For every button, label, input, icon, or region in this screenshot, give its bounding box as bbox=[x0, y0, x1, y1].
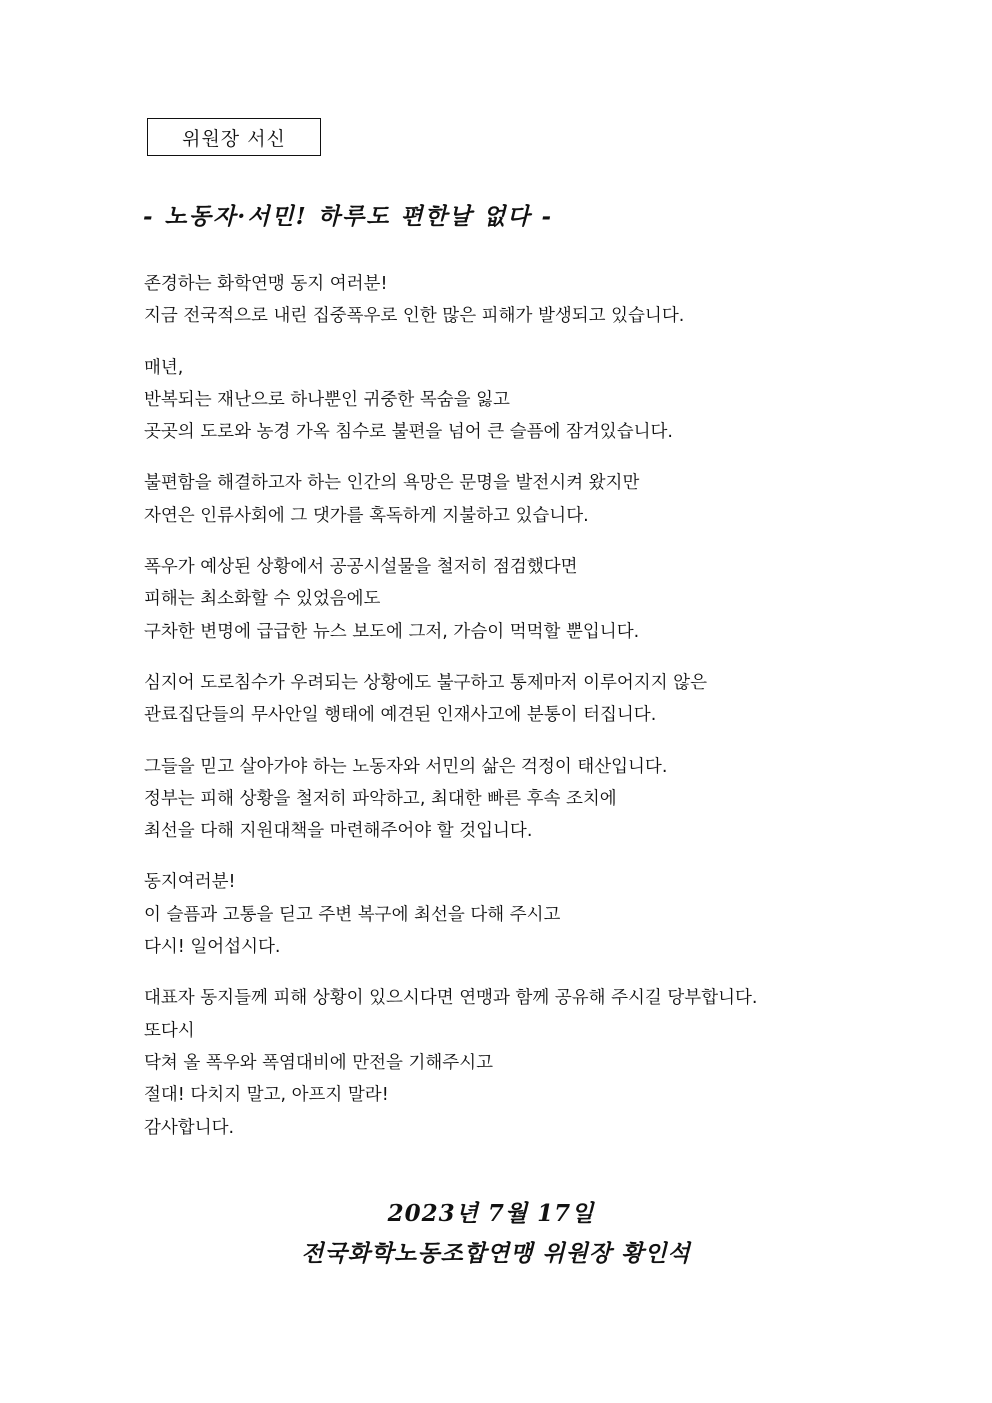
headline: - 노동자·서민! 하루도 편한날 없다 - bbox=[143, 203, 554, 230]
letter-body bbox=[144, 268, 864, 1163]
text-line: 동지여러분! bbox=[144, 872, 236, 893]
text-line: 대표자 동지들께 피해 상황이 있으시다면 연맹과 함께 공유해 주시길 당부합니다. bbox=[144, 988, 758, 1009]
signer-name: 전국화학노동조합연맹 위원장 황인석 bbox=[301, 1240, 691, 1267]
text-line: 피해는 최소화할 수 있었음에도 bbox=[144, 589, 381, 610]
text-line: 심지어 도로침수가 우려되는 상황에도 불구하고 통제마저 이루어지지 않은 bbox=[144, 672, 707, 693]
paragraph bbox=[144, 467, 864, 532]
paragraph bbox=[144, 551, 864, 648]
signature-block bbox=[0, 1196, 992, 1272]
text-line: 그들을 믿고 살아가야 하는 노동자와 서민의 삶은 걱정이 태산입니다. bbox=[144, 756, 668, 777]
text-line: 불편함을 해결하고자 하는 인간의 욕망은 문명을 발전시켜 왔지만 bbox=[144, 473, 640, 494]
text-line: 닥쳐 올 폭우와 폭염대비에 만전을 기해주시고 bbox=[144, 1052, 494, 1073]
document-label: 위원장 서신 bbox=[182, 127, 286, 150]
paragraph bbox=[144, 866, 864, 963]
text-line: 곳곳의 도로와 농경 가옥 침수로 불편을 넘어 큰 슬픔에 잠겨있습니다. bbox=[144, 422, 673, 443]
text-line: 또다시 bbox=[144, 1020, 195, 1041]
text-line: 폭우가 예상된 상황에서 공공시설물을 철저히 점검했다면 bbox=[144, 557, 578, 578]
text-line: 최선을 다해 지원대책을 마련해주어야 할 것입니다. bbox=[144, 821, 533, 842]
text-line: 이 슬픔과 고통을 딛고 주변 복구에 최선을 다해 주시고 bbox=[144, 904, 561, 925]
text-line: 매년, bbox=[144, 357, 184, 378]
text-line: 존경하는 화학연맹 동지 여러분! bbox=[144, 274, 388, 294]
letter-date: 2023년 7월 17일 bbox=[387, 1200, 595, 1227]
text-line: 절대! 다치지 말고, 아프지 말라! bbox=[144, 1085, 389, 1106]
paragraph bbox=[144, 352, 864, 449]
paragraph bbox=[144, 667, 864, 732]
text-line: 구차한 변명에 급급한 뉴스 보도에 그저, 가슴이 먹먹할 뿐입니다. bbox=[144, 621, 640, 642]
paragraph bbox=[144, 751, 864, 848]
paragraph bbox=[144, 982, 864, 1143]
text-line: 다시! 일어섭시다. bbox=[144, 937, 281, 958]
text-line: 관료집단들의 무사안일 행태에 예견된 인재사고에 분통이 터집니다. bbox=[144, 705, 657, 726]
text-line: 반복되는 재난으로 하나뿐인 귀중한 목숨을 잃고 bbox=[144, 389, 510, 410]
text-line: 지금 전국적으로 내린 집중폭우로 인한 많은 피해가 발생되고 있습니다. bbox=[144, 306, 685, 327]
text-line: 자연은 인류사회에 그 댓가를 혹독하게 지불하고 있습니다. bbox=[144, 505, 589, 526]
document-label-box bbox=[147, 118, 321, 156]
text-line: 정부는 피해 상황을 철저히 파악하고, 최대한 빠른 후속 조치에 bbox=[144, 788, 617, 809]
paragraph bbox=[144, 268, 864, 333]
text-line: 감사합니다. bbox=[144, 1117, 235, 1138]
